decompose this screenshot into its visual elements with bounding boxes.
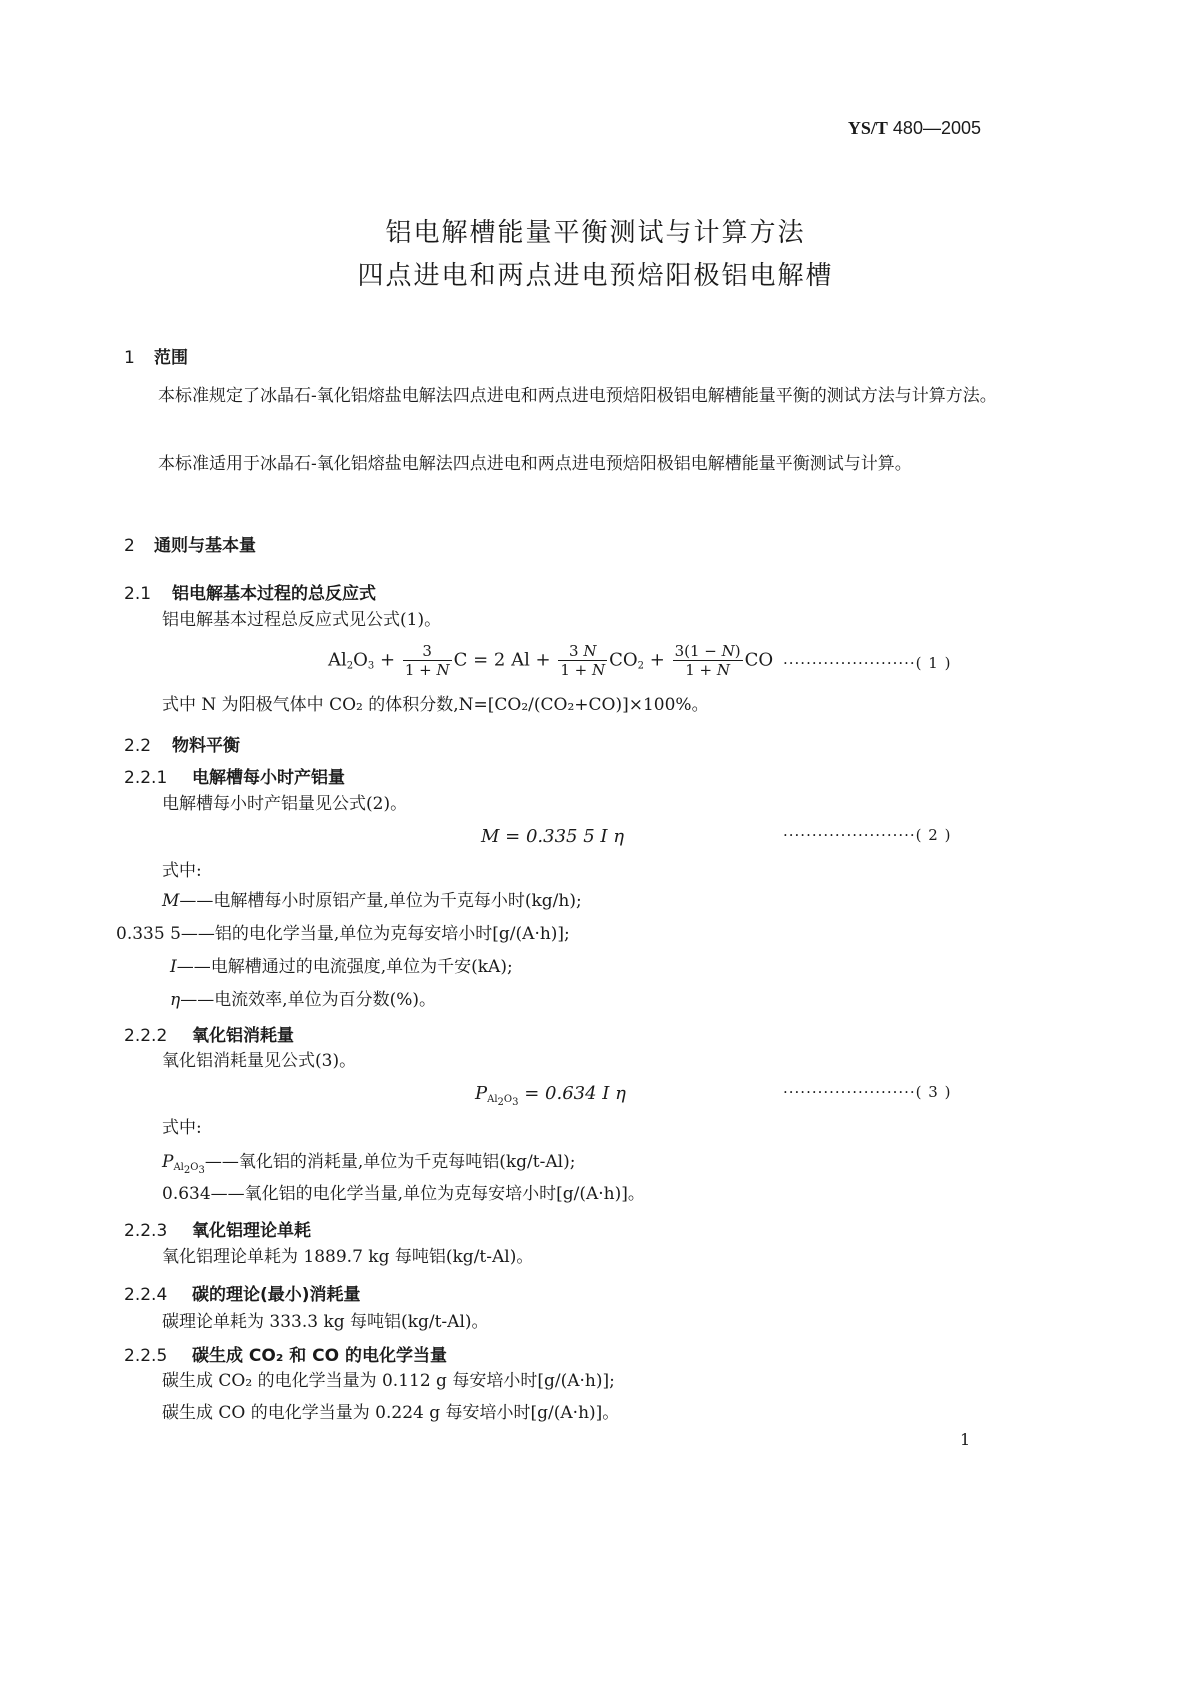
section-2-2-1-where-label: 式中: — [162, 861, 202, 881]
title-line-2: 四点进电和两点进电预焙阳极铝电解槽 — [357, 261, 834, 291]
definition-electrochemical-equivalent: 0.335 5——铝的电化学当量,单位为克每安培小时[g/(A·h)]; — [116, 924, 570, 944]
equation-2: M = 0.335 5 I η — [481, 826, 624, 847]
section-2-1-intro: 铝电解基本过程总反应式见公式(1)。 — [162, 610, 442, 630]
section-2-heading: 2 通则与基本量 — [124, 536, 256, 556]
equation-2-number: ·······················( 2 ) — [783, 826, 952, 844]
section-2-2-4-text: 碳理论单耗为 333.3 kg 每吨铝(kg/t-Al)。 — [162, 1312, 489, 1332]
definition-eta: η——电流效率,单位为百分数(%)。 — [170, 990, 437, 1010]
definition-m: M——电解槽每小时原铝产量,单位为千克每小时(kg/h); — [162, 891, 582, 911]
section-2-2-3-heading: 2.2.3 氧化铝理论单耗 — [124, 1221, 311, 1241]
equation-3: $P_{Al_2O_3} = 0.634$ I η — [475, 1083, 626, 1108]
section-2-2-5-text-co: 碳生成 CO 的电化学当量为 0.224 g 每安培小时[g/(A·h)]。 — [162, 1403, 620, 1423]
definition-p-al2o3: $P_{Al_2O_3}——$氧化铝的消耗量,单位为千克每吨铝(kg/t-Al); — [162, 1152, 576, 1176]
standard-number: YS/T 480—2005 — [847, 118, 981, 138]
equation-1: $Al_2O_3$ + $\frac{3}{1 + N}$ C = 2 Al + $\frac{3 N}{1 + N}$ $CO_2$ + $\frac{3(1 - N)}{1 + N}$ CO — [328, 642, 774, 679]
title-line-1: 铝电解槽能量平衡测试与计算方法 — [385, 218, 806, 248]
page-number: 1 — [960, 1430, 971, 1449]
section-2-2-1-intro: 电解槽每小时产铝量见公式(2)。 — [162, 794, 408, 814]
section-2-2-3-text: 氧化铝理论单耗为 1889.7 kg 每吨铝(kg/t-Al)。 — [162, 1247, 534, 1267]
section-2-2-heading: 2.2 物料平衡 — [124, 736, 240, 756]
section-2-1-heading: 2.1 铝电解基本过程的总反应式 — [124, 584, 376, 604]
section-2-2-2-heading: 2.2.2 氧化铝消耗量 — [124, 1026, 294, 1046]
section-2-2-4-heading: 2.2.4 碳的理论(最小)消耗量 — [124, 1285, 361, 1305]
section-1-paragraph-1: 本标准规定了冰晶石-氧化铝熔盐电解法四点进电和两点进电预焙阳极铝电解槽能量平衡的测试方法与计算方法。 — [158, 386, 997, 406]
section-2-2-2-where-label: 式中: — [162, 1118, 202, 1138]
section-1-heading: 1 范围 — [124, 348, 188, 368]
section-2-2-5-heading: 2.2.5 碳生成 CO₂ 和 CO 的电化学当量 — [124, 1346, 447, 1366]
section-2-1-where: 式中 N 为阳极气体中 CO₂ 的体积分数,N=[CO₂/(CO₂+CO)]×100%。 — [162, 695, 709, 715]
equation-3-number: ·······················( 3 ) — [783, 1083, 952, 1101]
section-2-2-5-text-co2: 碳生成 CO₂ 的电化学当量为 0.112 g 每安培小时[g/(A·h)]; — [162, 1371, 615, 1391]
section-2-2-2-intro: 氧化铝消耗量见公式(3)。 — [162, 1051, 357, 1071]
section-1-paragraph-2: 本标准适用于冰晶石-氧化铝熔盐电解法四点进电和两点进电预焙阳极铝电解槽能量平衡测试与计算。 — [158, 454, 912, 474]
definition-i: I——电解槽通过的电流强度,单位为千安(kA); — [170, 957, 513, 977]
section-2-2-1-heading: 2.2.1 电解槽每小时产铝量 — [124, 768, 345, 788]
equation-1-number: ·······················( 1 ) — [783, 654, 952, 672]
definition-alumina-equivalent: 0.634——氧化铝的电化学当量,单位为克每安培小时[g/(A·h)]。 — [162, 1184, 645, 1204]
